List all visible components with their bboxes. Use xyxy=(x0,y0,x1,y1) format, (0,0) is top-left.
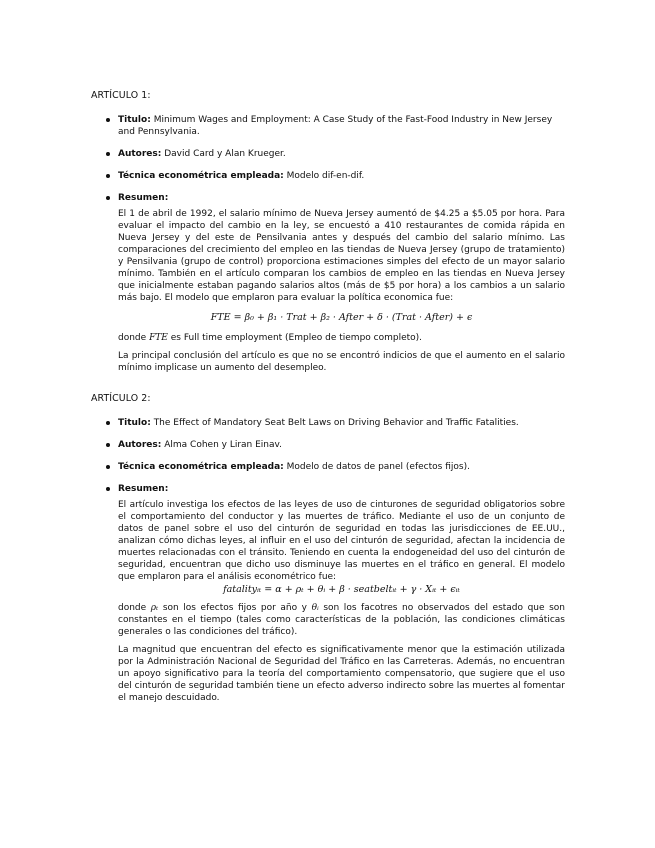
theta-variable: θᵢ xyxy=(311,603,319,613)
where-suffix: son los facotres no observados del estado que son constantes en el tiempo (tales como características de la población, las condiciones climáticas generales o las condiciones del tráfico). xyxy=(118,603,565,637)
technique-label: Técnica econométrica empleada: xyxy=(118,462,284,472)
conclusion-paragraph: La principal conclusión del artículo es que no se encontró indicios de que el aumento en el salario mínimo implicase un aumento del desempleo. xyxy=(118,351,565,373)
authors-value: Alma Cohen y Liran Einav. xyxy=(164,440,283,450)
article-1-authors-item xyxy=(118,148,565,160)
article-2-authors-item xyxy=(118,439,565,451)
article-1-list xyxy=(91,114,565,374)
article-2-technique-item xyxy=(118,461,565,473)
technique-value: Modelo dif-en-dif. xyxy=(286,171,365,181)
panel-equation: fatalityᵢₜ = α + ρₜ + θᵢ + β · seatbeltᵢₜ + γ · Xᵢₜ + ϵᵢₜ xyxy=(223,584,460,595)
conclusion-paragraph: La magnitud que encuentran del efecto es significativamente menor que la estimación utilizada por la Administración Nacional de Seguridad del Tráfico en las Carreteras. Además, no encuentran un apoyo significativo para la teoría del comportamiento compensatorio, que sugiere que el uso del cinturón de seguridad también tiene un efecto adverso indirecto sobre las muertes al fomentar el manejo descuidado. xyxy=(118,645,565,703)
technique-label: Técnica econométrica empleada: xyxy=(118,171,284,181)
authors-value: David Card y Alan Krueger. xyxy=(164,149,286,159)
did-equation: FTE = β₀ + β₁ · Trat + β₂ · After + δ · (Trat · After) + ϵ xyxy=(210,312,473,323)
article-2-list xyxy=(91,417,565,704)
where-middle: son los efectos fijos por año y xyxy=(162,603,307,613)
where-prefix: donde xyxy=(118,333,147,343)
article-2-heading: ARTÍCULO 2: xyxy=(91,393,151,404)
variable-definition xyxy=(118,332,565,344)
title-value: The Effect of Mandatory Seat Belt Laws on Driving Behavior and Traffic Fatalities. xyxy=(153,418,519,428)
title-label: Titulo: xyxy=(118,418,151,428)
where-prefix: donde xyxy=(118,603,147,613)
summary-label: Resumen: xyxy=(118,193,169,203)
title-label: Titulo: xyxy=(118,115,151,125)
variable-definition xyxy=(118,602,565,638)
authors-label: Autores: xyxy=(118,440,162,450)
summary-paragraph: El 1 de abril de 1992, el salario mínimo de Nueva Jersey aumentó de $4.25 a $5.05 por hora. Para evaluar el impacto del cambio en la ley, se encuestó a 410 restaurantes de comida rápida en Nueva Jersey y del este de Pensilvania antes y después del cambio del salario mínimo. Las comparaciones del crecimiento del empleo en las tiendas de Nueva Jersey (grupo de tratamiento) y Pensilvania (grupo de control) proporciona estimaciones simples del efecto de un mayor salario mínimo. También en el artículo comparan los cambios de empleo en las tiendas en Nueva Jersey que inicialmente estaban pagando salarios altos (más de $5 por hora) a los cambios a un salario más bajo. El modelo que emplaron para evaluar la política economica fue: xyxy=(118,209,565,303)
document-page xyxy=(91,90,565,704)
authors-label: Autores: xyxy=(118,149,162,159)
article-2 xyxy=(91,393,565,704)
summary-label: Resumen: xyxy=(118,484,169,494)
article-2-summary-item xyxy=(118,483,565,704)
article-1-heading: ARTÍCULO 1: xyxy=(91,90,151,101)
fte-variable: FTE xyxy=(149,333,168,343)
rho-variable: ρₜ xyxy=(150,603,159,613)
article-1-title-item xyxy=(118,114,565,138)
where-suffix: es Full time employment (Empleo de tiempo completo). xyxy=(170,333,423,343)
article-2-title-item xyxy=(118,417,565,429)
article-1-summary-item xyxy=(118,192,565,374)
technique-value: Modelo de datos de panel (efectos fijos). xyxy=(286,462,470,472)
summary-paragraph: El artículo investiga los efectos de las leyes de uso de cinturones de seguridad obligatorios sobre el comportamiento del conductor y las muertes de tráfico. Mediante el uso de un conjunto de datos de panel sobre el uso del cinturón de seguridad en todas las jurisdicciones de EE.UU., analizan cómo dichas leyes, al influir en el uso del cinturón de seguridad, afectan la incidencia de muertes relacionadas con el tránsito. Teniendo en cuenta la endogeneidad del uso del cinturón de seguridad, encuentran que dicho uso disminuye las muertes en el tráfico en general. El modelo que emplaron para el análisis econométrico fue: xyxy=(118,500,565,582)
title-value: Minimum Wages and Employment: A Case Study of the Fast-Food Industry in New Jersey and Pennsylvania. xyxy=(118,115,553,137)
article-1 xyxy=(91,90,565,374)
article-1-technique-item xyxy=(118,170,565,182)
